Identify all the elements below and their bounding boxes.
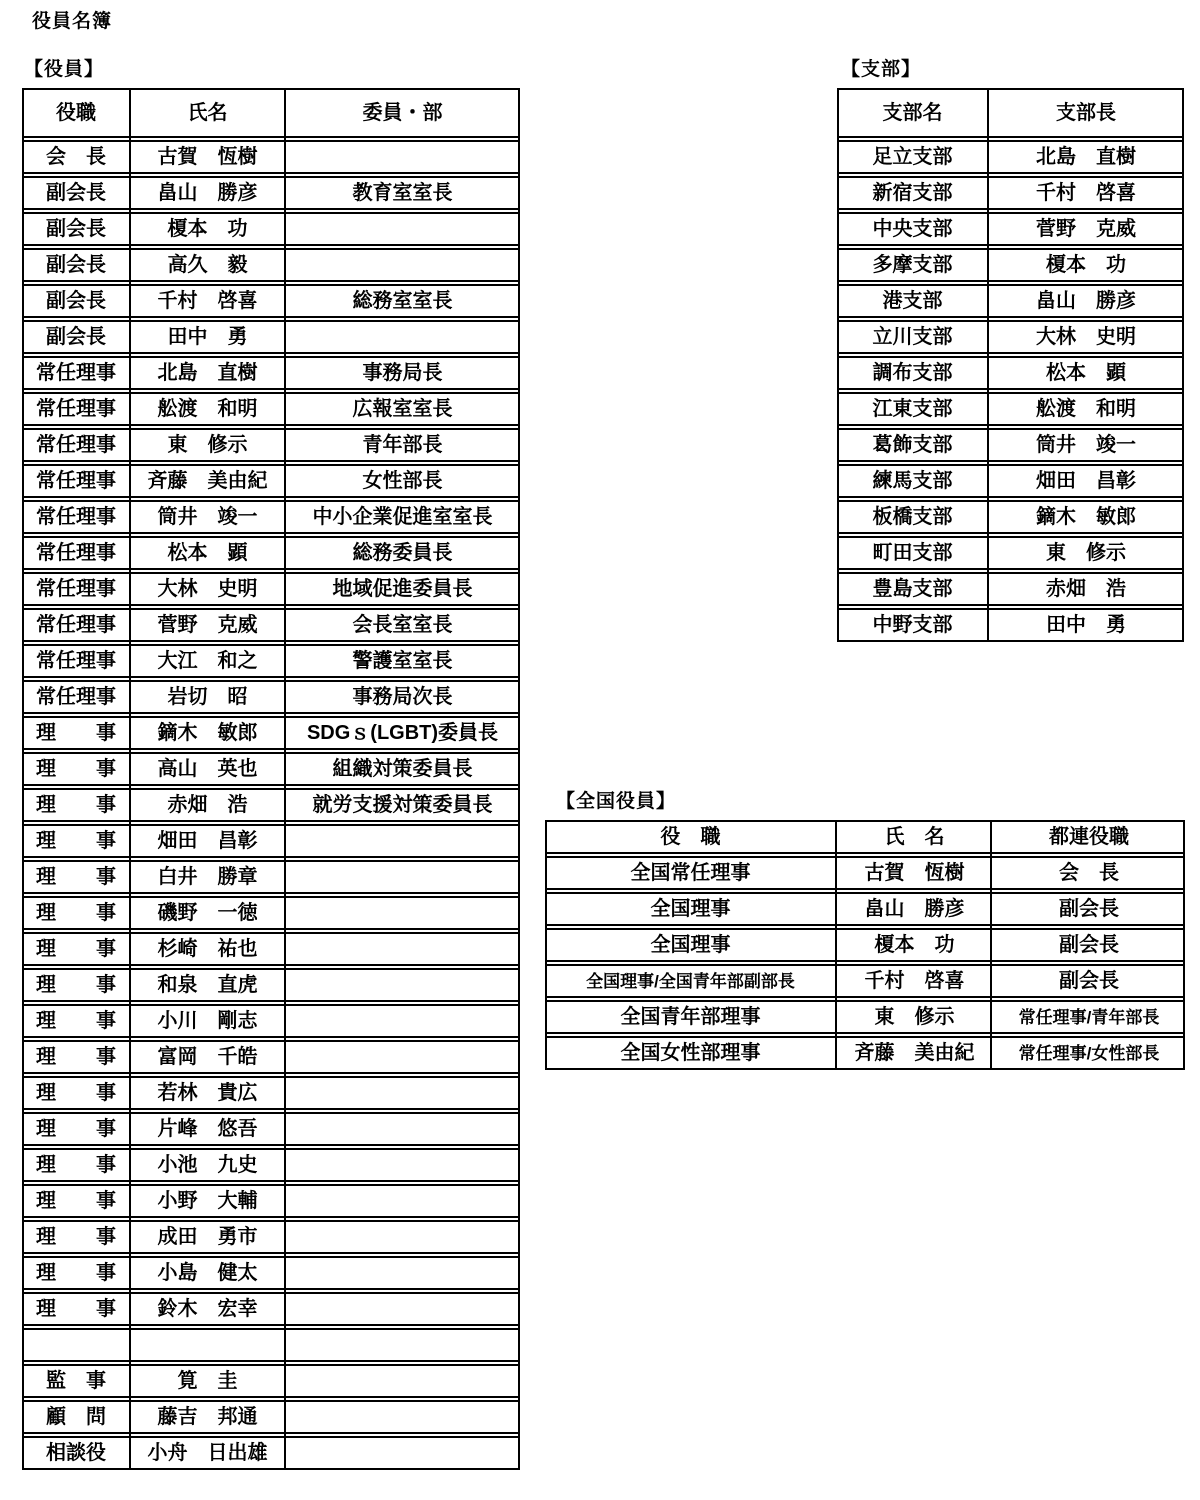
page-title: 役員名簿 — [32, 11, 113, 32]
column-header: 都連役職 — [1049, 826, 1129, 848]
table-row — [22, 320, 520, 354]
table-row — [22, 536, 520, 570]
table-cell: 常任理事/女性部長 — [1018, 1043, 1160, 1063]
table-cell: 榎本 功 — [1046, 254, 1126, 276]
table-cell: 副会長 — [1059, 898, 1119, 920]
table-cell: 理 事 — [36, 1118, 116, 1140]
table-cell: 榎本 功 — [874, 934, 955, 956]
table-row — [22, 968, 520, 1002]
table-cell: 葛飾支部 — [872, 434, 953, 456]
table-cell — [285, 1258, 520, 1288]
table-row — [22, 1184, 520, 1218]
table-cell: 監 事 — [46, 1370, 106, 1392]
table-cell: 相談役 — [46, 1442, 106, 1464]
table-cell: 立川支部 — [872, 326, 953, 348]
table-cell: 組織対策委員長 — [332, 758, 473, 780]
column-header: 氏名 — [187, 102, 228, 124]
table-cell: 畠山 勝彦 — [864, 898, 965, 920]
table-cell: 会 長 — [1059, 862, 1119, 884]
table-cell: 白井 勝章 — [157, 866, 258, 888]
table-cell — [285, 1222, 520, 1252]
officers-section-label: 【役員】 — [24, 59, 105, 80]
table-row — [22, 860, 520, 894]
table-row — [545, 1036, 1185, 1070]
table-cell — [285, 1150, 520, 1180]
table-row — [545, 964, 1185, 998]
table-row — [22, 1328, 520, 1362]
table-cell: 常任理事 — [36, 434, 116, 456]
table-row — [22, 1400, 520, 1434]
table-cell: 理 事 — [36, 758, 116, 780]
table-cell: 多摩支部 — [872, 254, 953, 276]
table-cell: 東 修示 — [167, 434, 248, 456]
table-cell: 練馬支部 — [872, 470, 953, 492]
table-cell: 藤吉 邦通 — [157, 1406, 258, 1428]
table-row — [837, 608, 1184, 642]
table-cell: 常任理事/青年部長 — [1018, 1007, 1160, 1027]
table-cell: 理 事 — [36, 1154, 116, 1176]
table-cell: 北島 直樹 — [157, 362, 258, 384]
table-cell: 地域促進委員長 — [332, 578, 473, 600]
table-cell: 常任理事 — [36, 650, 116, 672]
table-cell: 赤畑 浩 — [1046, 578, 1126, 600]
table-cell: 北島 直樹 — [1036, 146, 1136, 168]
table-row — [22, 896, 520, 930]
table-cell: 副会長 — [46, 182, 106, 204]
table-row — [22, 752, 520, 786]
table-cell: 事務局次長 — [352, 686, 453, 708]
table-cell: 会長室室長 — [352, 614, 453, 636]
table-cell — [285, 826, 520, 856]
table-row — [22, 140, 520, 174]
table-cell: 古賀 恆樹 — [864, 862, 965, 884]
table-cell: 常任理事 — [36, 506, 116, 528]
table-row — [22, 248, 520, 282]
table-row — [837, 464, 1184, 498]
table-row — [837, 320, 1184, 354]
table-row — [837, 356, 1184, 390]
table-row — [22, 1076, 520, 1110]
table-cell: 畑田 昌彰 — [157, 830, 258, 852]
table-cell — [285, 1366, 520, 1396]
table-cell: 常任理事 — [36, 614, 116, 636]
table-cell: 総務委員長 — [352, 542, 453, 564]
table-cell: 富岡 千皓 — [157, 1046, 258, 1068]
table-row — [837, 248, 1184, 282]
table-cell: 女性部長 — [362, 470, 443, 492]
table-row — [22, 464, 520, 498]
table-cell — [285, 142, 520, 172]
table-row — [837, 176, 1184, 210]
table-row — [22, 284, 520, 318]
table-row — [837, 392, 1184, 426]
table-row — [22, 1256, 520, 1290]
table-cell: 東 修示 — [1046, 542, 1126, 564]
table-cell: 田中 勇 — [167, 326, 248, 348]
table-row — [22, 932, 520, 966]
table-cell: 千村 啓喜 — [157, 290, 258, 312]
table-cell: 江東支部 — [872, 398, 953, 420]
table-cell: 田中 勇 — [1046, 614, 1126, 636]
table-row — [22, 212, 520, 246]
table-cell: 調布支部 — [872, 362, 953, 384]
table-cell: 小川 剛志 — [157, 1010, 258, 1032]
table-cell: 高久 毅 — [167, 254, 248, 276]
table-cell: 磯野 一徳 — [157, 902, 258, 924]
branches-table — [837, 88, 1184, 642]
table-row — [22, 356, 520, 390]
table-cell: 理 事 — [36, 1082, 116, 1104]
table-row — [22, 1148, 520, 1182]
table-cell: 鈴木 宏幸 — [157, 1298, 258, 1320]
table-cell — [285, 1294, 520, 1324]
officers-table — [22, 88, 520, 1470]
header-row — [837, 88, 1184, 138]
table-cell — [285, 898, 520, 928]
table-row — [545, 928, 1185, 962]
table-cell: 小野 大輔 — [157, 1190, 258, 1212]
table-cell: 広報室室長 — [352, 398, 453, 420]
table-cell: 町田支部 — [872, 542, 953, 564]
table-cell: 和泉 直虎 — [157, 974, 258, 996]
table-cell — [130, 1330, 285, 1360]
table-cell — [285, 862, 520, 892]
table-cell: 舩渡 和明 — [157, 398, 258, 420]
table-cell: 理 事 — [36, 974, 116, 996]
table-cell: 港支部 — [882, 290, 943, 312]
table-cell: 筧 圭 — [177, 1370, 238, 1392]
table-row — [837, 428, 1184, 462]
table-cell: 全国青年部理事 — [620, 1006, 761, 1028]
table-row — [545, 892, 1185, 926]
table-cell: 菅野 克威 — [157, 614, 258, 636]
table-cell — [285, 970, 520, 1000]
table-cell: 千村 啓喜 — [864, 970, 965, 992]
column-header: 役職 — [56, 102, 96, 124]
table-cell: 高山 英也 — [157, 758, 258, 780]
table-cell — [285, 1438, 520, 1468]
table-row — [22, 1292, 520, 1326]
table-cell: SDGｓ(LGBT)委員長 — [306, 722, 499, 744]
table-cell: 理 事 — [36, 1190, 116, 1212]
table-cell: 大江 和之 — [157, 650, 258, 672]
table-cell: 副会長 — [1059, 934, 1119, 956]
table-cell: 松本 顕 — [1046, 362, 1126, 384]
table-cell: 副会長 — [46, 290, 106, 312]
table-cell: 副会長 — [1059, 970, 1119, 992]
table-cell: 小池 九史 — [157, 1154, 258, 1176]
table-cell: 理 事 — [36, 866, 116, 888]
table-cell — [285, 322, 520, 352]
table-cell — [285, 250, 520, 280]
table-row — [22, 1040, 520, 1074]
table-cell: 舩渡 和明 — [1036, 398, 1136, 420]
table-cell: 就労支援対策委員長 — [312, 794, 493, 816]
table-cell: 大林 史明 — [157, 578, 258, 600]
table-cell: 理 事 — [36, 722, 116, 744]
table-row — [837, 140, 1184, 174]
table-cell: 赤畑 浩 — [167, 794, 248, 816]
table-cell: 全国常任理事 — [630, 862, 751, 884]
table-cell: 常任理事 — [36, 470, 116, 492]
table-cell — [285, 1186, 520, 1216]
table-cell: 理 事 — [36, 902, 116, 924]
table-row — [22, 428, 520, 462]
table-cell — [285, 1042, 520, 1072]
table-cell — [285, 934, 520, 964]
table-row — [545, 1000, 1185, 1034]
table-cell: 片峰 悠吾 — [157, 1118, 258, 1140]
header-row — [545, 820, 1185, 854]
table-cell — [285, 1114, 520, 1144]
table-cell: 杉崎 祐也 — [157, 938, 258, 960]
table-cell: 副会長 — [46, 218, 106, 240]
table-cell: 小舟 日出雄 — [147, 1442, 268, 1464]
table-cell: 畑田 昌彰 — [1036, 470, 1136, 492]
table-cell: 小島 健太 — [157, 1262, 258, 1284]
table-row — [837, 284, 1184, 318]
table-cell: 理 事 — [36, 1226, 116, 1248]
national-officers-section-label: 【全国役員】 — [556, 791, 677, 812]
table-cell: 総務室室長 — [352, 290, 453, 312]
column-header: 委員・部 — [362, 102, 443, 124]
table-row — [22, 1364, 520, 1398]
column-header: 役 職 — [660, 826, 721, 848]
table-cell: 全国理事 — [650, 934, 731, 956]
table-cell: 青年部長 — [362, 434, 443, 456]
table-cell: 副会長 — [46, 254, 106, 276]
table-cell: 警護室室長 — [352, 650, 453, 672]
table-row — [837, 212, 1184, 246]
table-cell — [285, 214, 520, 244]
table-cell: 顧 問 — [46, 1406, 106, 1428]
table-row — [22, 788, 520, 822]
table-cell: 成田 勇市 — [157, 1226, 258, 1248]
table-cell: 理 事 — [36, 938, 116, 960]
table-cell: 大林 史明 — [1036, 326, 1136, 348]
table-cell: 若林 貴広 — [157, 1082, 258, 1104]
column-header: 氏 名 — [884, 826, 945, 848]
table-cell — [22, 1330, 130, 1360]
table-row — [22, 500, 520, 534]
column-header: 支部長 — [1056, 102, 1116, 124]
table-cell: 筒井 竣一 — [157, 506, 258, 528]
table-cell: 畠山 勝彦 — [157, 182, 258, 204]
table-cell: 斉藤 美由紀 — [854, 1042, 975, 1064]
table-cell — [285, 1078, 520, 1108]
table-row — [22, 680, 520, 714]
table-cell: 斉藤 美由紀 — [147, 470, 268, 492]
table-cell: 榎本 功 — [167, 218, 248, 240]
table-row — [22, 716, 520, 750]
table-cell: 岩切 昭 — [167, 686, 248, 708]
table-row — [22, 1436, 520, 1470]
table-row — [545, 856, 1185, 890]
table-cell: 会 長 — [46, 146, 106, 168]
table-cell: 千村 啓喜 — [1036, 182, 1136, 204]
table-cell: 理 事 — [36, 1262, 116, 1284]
table-cell: 理 事 — [36, 1010, 116, 1032]
table-cell: 事務局長 — [362, 362, 443, 384]
table-cell: 理 事 — [36, 830, 116, 852]
table-cell: 東 修示 — [874, 1006, 955, 1028]
table-cell: 教育室室長 — [352, 182, 453, 204]
table-cell: 筒井 竣一 — [1036, 434, 1136, 456]
table-row — [22, 176, 520, 210]
table-row — [22, 608, 520, 642]
table-cell: 鏑木 敏郎 — [1036, 506, 1136, 528]
table-cell: 松本 顕 — [167, 542, 248, 564]
table-cell: 常任理事 — [36, 398, 116, 420]
table-row — [22, 644, 520, 678]
table-row — [837, 572, 1184, 606]
table-cell: 菅野 克威 — [1036, 218, 1136, 240]
table-cell: 板橋支部 — [872, 506, 953, 528]
table-row — [22, 1112, 520, 1146]
table-row — [837, 536, 1184, 570]
column-header: 支部名 — [882, 102, 943, 124]
national-officers-table — [545, 820, 1185, 1070]
table-cell: 常任理事 — [36, 542, 116, 564]
table-cell: 常任理事 — [36, 686, 116, 708]
table-cell — [285, 1006, 520, 1036]
table-cell: 理 事 — [36, 1298, 116, 1320]
table-cell: 全国理事/全国青年部副部長 — [586, 971, 795, 991]
table-cell: 足立支部 — [872, 146, 953, 168]
table-row — [22, 1004, 520, 1038]
table-cell: 常任理事 — [36, 362, 116, 384]
table-cell: 常任理事 — [36, 578, 116, 600]
table-row — [837, 500, 1184, 534]
table-cell: 理 事 — [36, 1046, 116, 1068]
table-row — [22, 572, 520, 606]
table-cell: 理 事 — [36, 794, 116, 816]
table-cell: 鏑木 敏郎 — [157, 722, 258, 744]
branches-section-label: 【支部】 — [841, 59, 922, 80]
table-cell — [285, 1402, 520, 1432]
table-cell: 全国女性部理事 — [620, 1042, 761, 1064]
table-cell: 全国理事 — [650, 898, 731, 920]
table-row — [22, 392, 520, 426]
table-cell: 新宿支部 — [872, 182, 953, 204]
table-cell: 畠山 勝彦 — [1036, 290, 1136, 312]
table-cell — [285, 1330, 520, 1360]
table-cell: 副会長 — [46, 326, 106, 348]
table-cell: 中小企業促進室室長 — [312, 506, 493, 528]
table-row — [22, 824, 520, 858]
table-cell: 豊島支部 — [872, 578, 953, 600]
table-cell: 中央支部 — [872, 218, 953, 240]
header-row — [22, 88, 520, 138]
table-cell: 古賀 恆樹 — [157, 146, 258, 168]
table-cell: 中野支部 — [872, 614, 953, 636]
table-row — [22, 1220, 520, 1254]
